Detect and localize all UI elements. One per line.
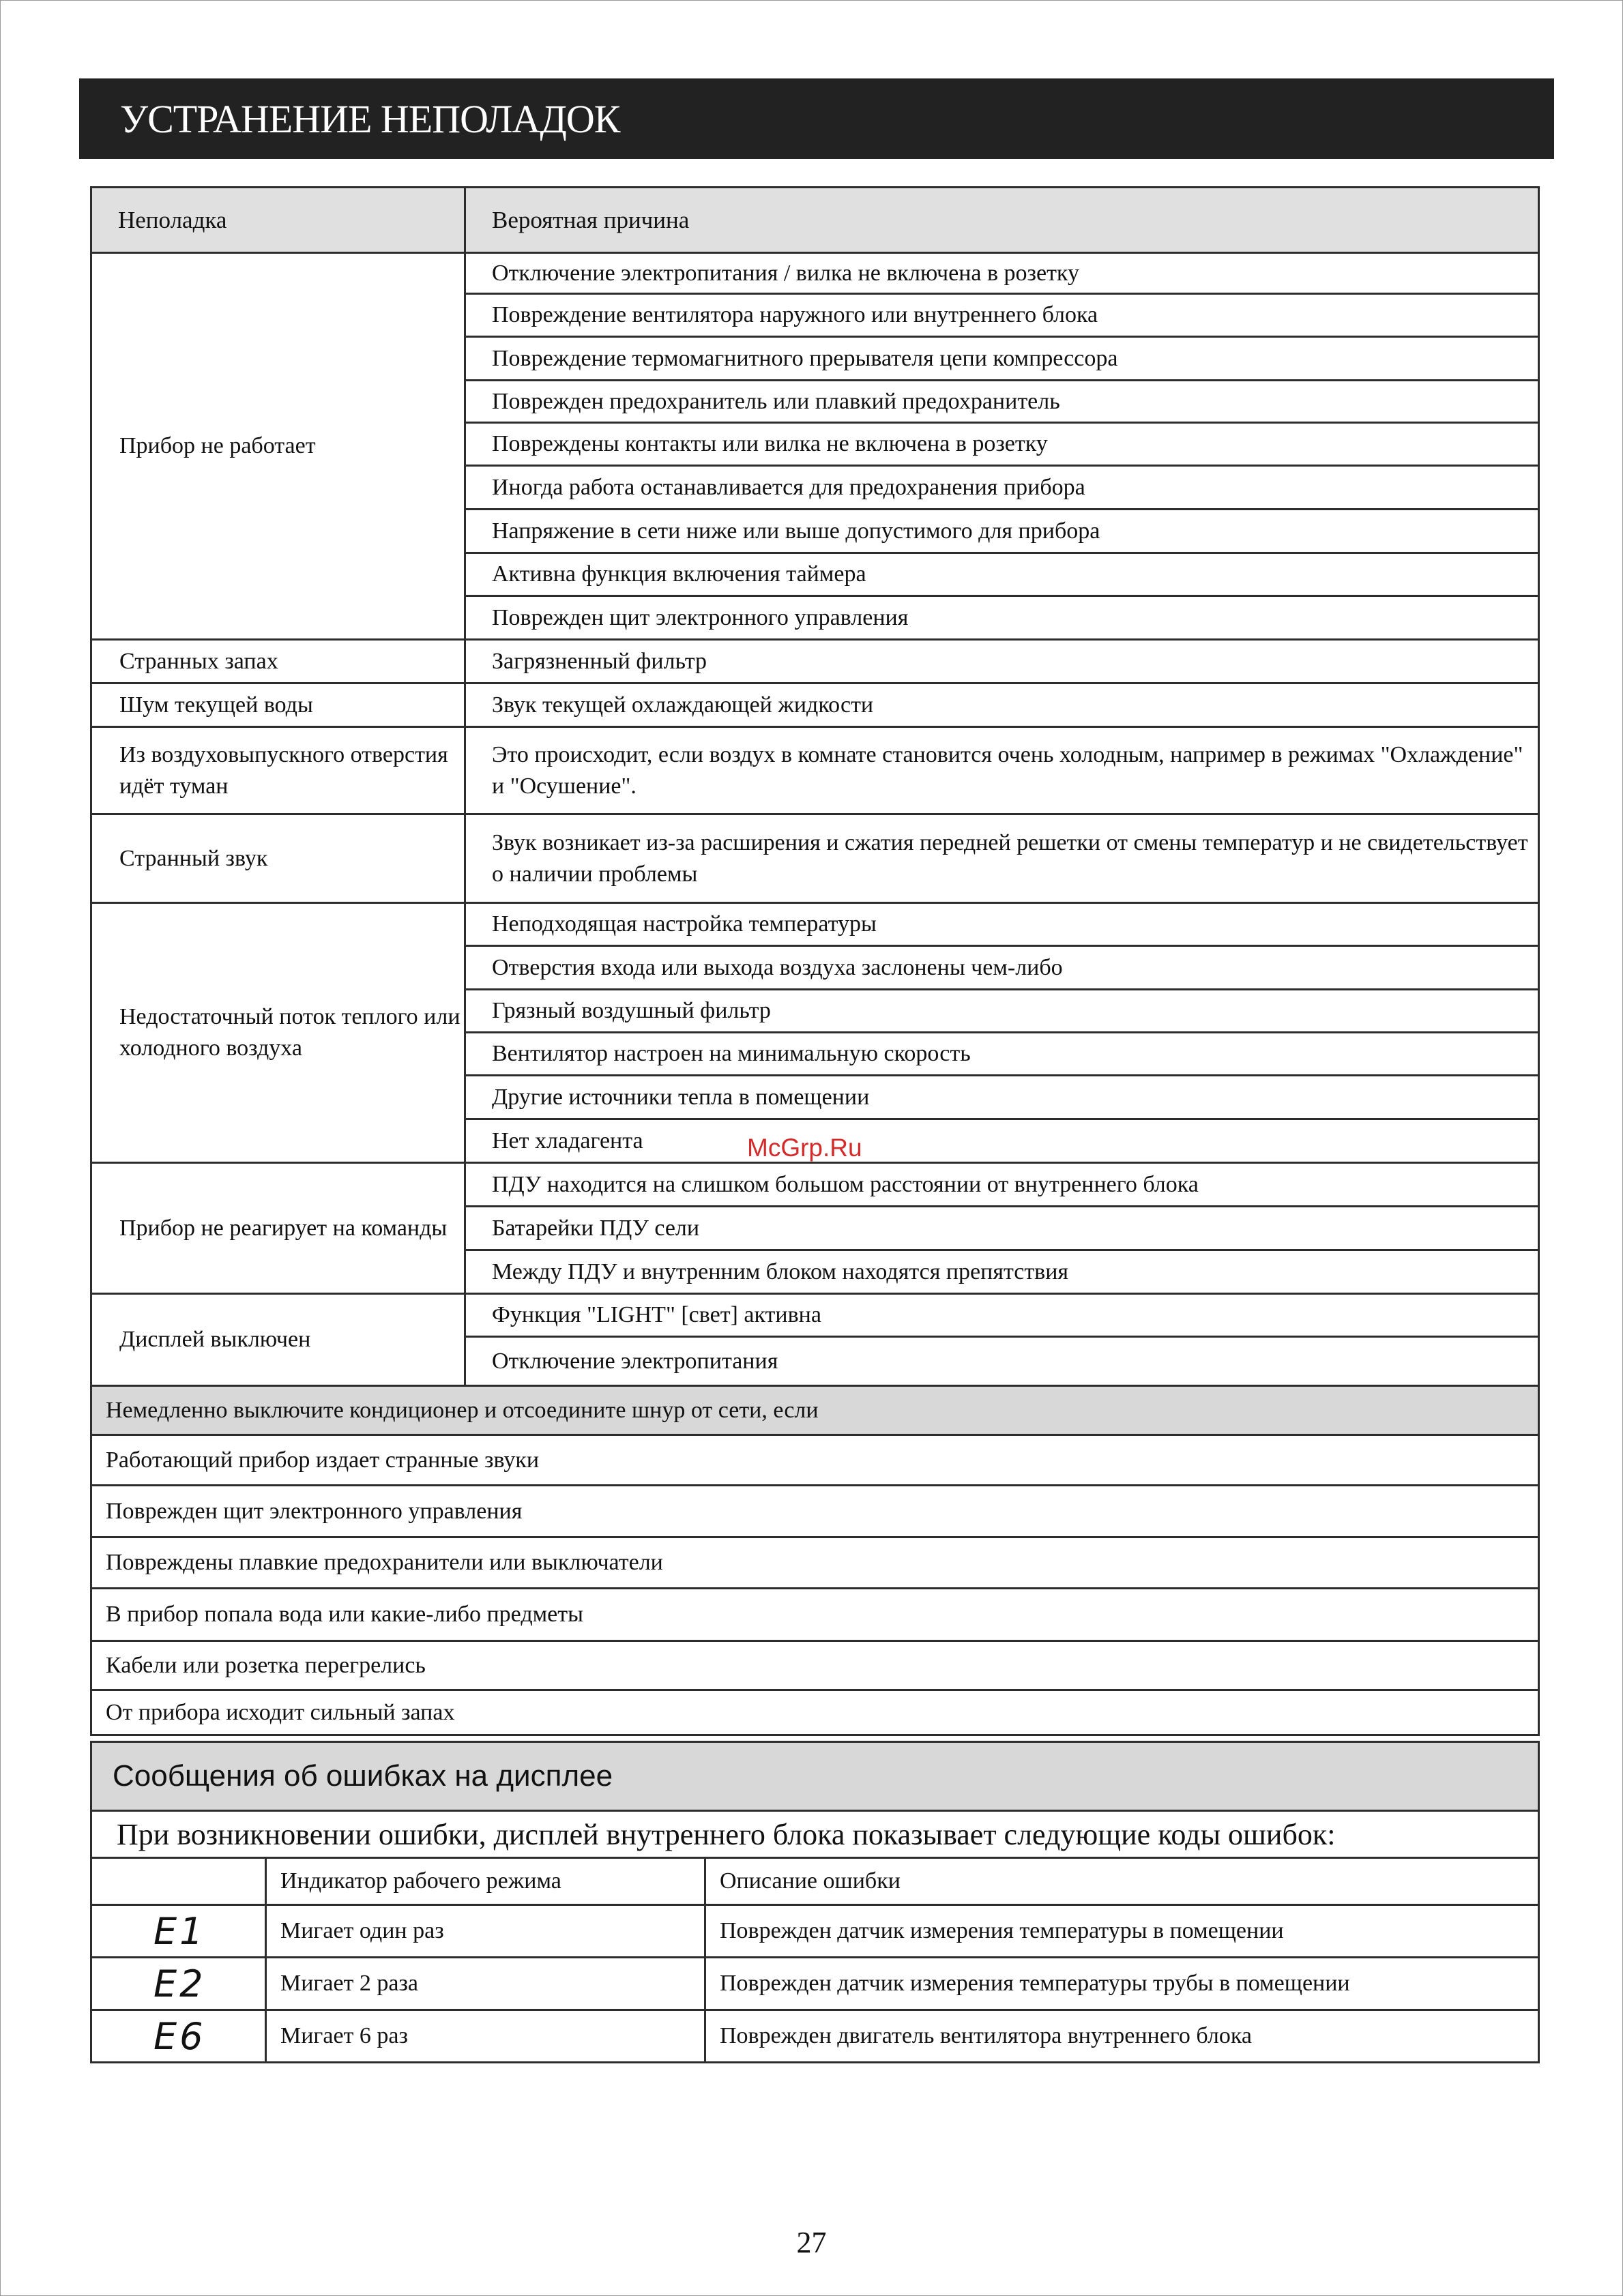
cause-cell: Поврежден предохранитель или плавкий предохранитель: [465, 381, 1539, 423]
immediate-item: Кабели или розетка перегрелись: [91, 1641, 1539, 1690]
error-description: Поврежден двигатель вентилятора внутреннего блока: [705, 2010, 1539, 2063]
error-row: [91, 2010, 1539, 2063]
table-row: [91, 1163, 1539, 1207]
error-indicator: Мигает 6 раз: [266, 2010, 705, 2063]
cause-cell: Нет хладагента: [465, 1119, 1539, 1163]
cause-cell: Поврежден щит электронного управления: [465, 596, 1539, 640]
col-header-description: Описание ошибки: [705, 1858, 1539, 1905]
col-header-cause: Вероятная причина: [465, 188, 1539, 253]
error-intro: При возникновении ошибки, дисплей внутреннего блока показывает следующие коды ошибок:: [91, 1811, 1539, 1858]
table-row: [91, 814, 1539, 903]
cause-cell: Другие источники тепла в помещении: [465, 1076, 1539, 1119]
error-indicator: Мигает один раз: [266, 1905, 705, 1958]
cause-cell: Функция "LIGHT" [свет] активна: [465, 1294, 1539, 1337]
list-item: [91, 1690, 1539, 1735]
list-item: [91, 1486, 1539, 1537]
cause-cell: Повреждены контакты или вилка не включена в розетку: [465, 423, 1539, 466]
problem-cell: Шум текущей воды: [91, 683, 465, 727]
cause-cell: Отверстия входа или выхода воздуха заслонены чем-либо: [465, 946, 1539, 990]
cause-cell: Это происходит, если воздух в комнате становится очень холодным, например в режимах "Охлаждение" и "Осушение".: [465, 727, 1539, 814]
error-section-title-row: [91, 1742, 1539, 1811]
error-codes-table: [90, 1741, 1540, 2063]
page-number: 27: [796, 2226, 827, 2259]
error-description: Поврежден датчик измерения температуры трубы в помещении: [705, 1958, 1539, 2010]
error-description: Поврежден датчик измерения температуры в помещении: [705, 1905, 1539, 1958]
col-header-problem: Неполадка: [91, 188, 465, 253]
cause-cell: Между ПДУ и внутренним блоком находятся препятствия: [465, 1250, 1539, 1294]
cause-cell: Звук текущей охлаждающей жидкости: [465, 683, 1539, 727]
cause-cell: Загрязненный фильтр: [465, 640, 1539, 683]
cause-cell: Отключение электропитания / вилка не включена в розетку: [465, 253, 1539, 294]
cause-cell: Напряжение в сети ниже или выше допустимого для прибора: [465, 510, 1539, 553]
cause-cell: Отключение электропитания: [465, 1337, 1539, 1386]
immediate-header: Немедленно выключите кондиционер и отсоедините шнур от сети, если: [91, 1386, 1539, 1435]
cause-cell: Неподходящая настройка температуры: [465, 903, 1539, 946]
cause-cell: Батарейки ПДУ сели: [465, 1207, 1539, 1250]
cause-cell: Грязный воздушный фильтр: [465, 990, 1539, 1033]
immediate-item: В прибор попала вода или какие-либо предметы: [91, 1589, 1539, 1641]
immediate-header-row: [91, 1386, 1539, 1435]
cause-cell: Повреждение термомагнитного прерывателя цепи компрессора: [465, 337, 1539, 381]
list-item: [91, 1435, 1539, 1486]
col-header-code: [91, 1858, 266, 1905]
error-intro-row: [91, 1811, 1539, 1858]
cause-cell: Повреждение вентилятора наружного или внутреннего блока: [465, 294, 1539, 337]
error-row: [91, 1958, 1539, 2010]
table-row: [91, 640, 1539, 683]
error-section-title: Сообщения об ошибках на дисплее: [91, 1742, 1539, 1811]
cause-cell: Вентилятор настроен на минимальную скорость: [465, 1033, 1539, 1076]
list-item: [91, 1641, 1539, 1690]
table-row: [91, 253, 1539, 294]
page-title-banner: [79, 78, 1554, 159]
cause-cell: Активна функция включения таймера: [465, 553, 1539, 596]
immediate-item: Поврежден щит электронного управления: [91, 1486, 1539, 1537]
error-code: E1: [91, 1905, 266, 1958]
problem-cell: Недостаточный поток теплого или холодного воздуха: [91, 903, 465, 1163]
table-row: [91, 1294, 1539, 1337]
page-title: УСТРАНЕНИЕ НЕПОЛАДОК: [120, 96, 620, 141]
cause-cell: Иногда работа останавливается для предохранения прибора: [465, 466, 1539, 510]
watermark: McGrp.Ru: [747, 1134, 862, 1162]
immediate-item: Повреждены плавкие предохранители или выключатели: [91, 1537, 1539, 1589]
table-header-row: [91, 188, 1539, 253]
problem-cell: Из воздуховыпускного отверстия идёт туман: [91, 727, 465, 814]
error-code: E6: [91, 2010, 266, 2063]
error-indicator: Мигает 2 раза: [266, 1958, 705, 2010]
problem-cell: Странный звук: [91, 814, 465, 903]
error-code: E2: [91, 1958, 266, 2010]
problem-cell: Странных запах: [91, 640, 465, 683]
troubleshooting-table: [90, 186, 1540, 1736]
table-row: [91, 903, 1539, 946]
immediate-item: Работающий прибор издает странные звуки: [91, 1435, 1539, 1486]
error-row: [91, 1905, 1539, 1958]
list-item: [91, 1537, 1539, 1589]
cause-cell: Звук возникает из-за расширения и сжатия передней решетки от смены температур и не свидетельствует о наличии проблемы: [465, 814, 1539, 903]
cause-cell: ПДУ находится на слишком большом расстоянии от внутреннего блока: [465, 1163, 1539, 1207]
col-header-indicator: Индикатор рабочего режима: [266, 1858, 705, 1905]
error-header-row: [91, 1858, 1539, 1905]
list-item: [91, 1589, 1539, 1641]
immediate-item: От прибора исходит сильный запах: [91, 1690, 1539, 1735]
table-row: [91, 727, 1539, 814]
problem-cell: Прибор не работает: [91, 253, 465, 640]
table-row: [91, 683, 1539, 727]
problem-cell: Дисплей выключен: [91, 1294, 465, 1386]
problem-cell: Прибор не реагирует на команды: [91, 1163, 465, 1294]
